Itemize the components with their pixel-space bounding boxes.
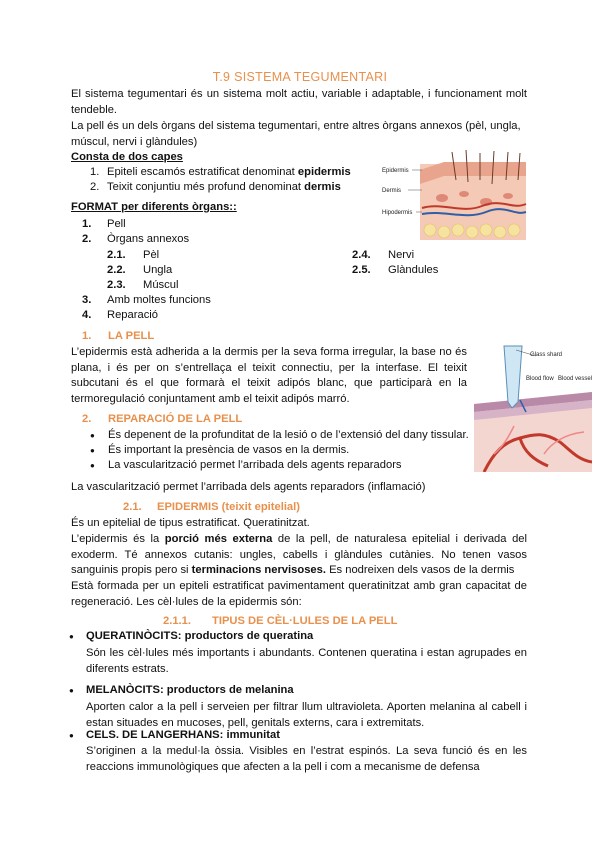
section-21-title: EPIDERMIS (teixit epitelial) [157, 501, 300, 513]
pell-paragraph: L’epidermis està adherida a la dermis per la seva forma irregular, la base no és plana, i és per on s’entrellaça el teixit connectiu, per la interfase. El teixit subcutani és el que formarà el teixit adipós blanc, que participarà en la termoregulació conjuntament amb el teixit adipós marró. [71, 346, 467, 405]
label-epidermis: Epidermis [382, 168, 409, 174]
vascular-paragraph: La vascularització permet l’arribada dels agents reparadors (inflamació) [71, 481, 426, 493]
epidermis-paragraph-2: L’epidermis és la porció més externa de la pell, de naturalesa epitelial i derivada del exoderm. Té annexos cutanis: ungles, cabells i glàndules cutànies. No tenen vasos sanguinis propis pero si terminacions nervisoses. Es nodreixen dels vasos de la dermis [71, 533, 527, 577]
cell-type-1-heading: ● QUERATINÒCITS: productors de queratina [86, 630, 313, 642]
capa-1-text: Epiteli escamós estratificat denominat [107, 166, 298, 178]
label-hipodermis: Hipodermis [382, 210, 413, 216]
capa-1-bold: epidermis [297, 166, 351, 178]
section-2-num: 2. [82, 413, 92, 425]
label-glass-shard: Glass shard [530, 352, 563, 358]
section-211-num: 2.1.1. [163, 615, 191, 627]
label-blood-flow: Blood flow [526, 376, 554, 382]
annex-2-num: 2.2. [107, 264, 126, 276]
label-dermis: Dermis [382, 188, 401, 194]
section-1-title: LA PELL [108, 330, 155, 342]
annex-2-label: Ungla [143, 264, 173, 276]
annex-4-label: Nervi [388, 249, 415, 261]
organ-1-label: Pell [107, 218, 126, 230]
capa-2-bold: dermis [304, 181, 341, 193]
annex-1-label: Pèl [143, 249, 160, 261]
skin-layers-figure [382, 150, 528, 242]
capa-1 [107, 166, 351, 178]
cell-type-1-text: Són les cèl·lules més importants i abundants. Contenen queratina i estan agrupades en diferents estrats. [86, 647, 527, 675]
organ-2-num: 2. [82, 233, 92, 245]
label-blood-vessel: Blood vessel [558, 376, 592, 382]
organ-4-num: 4. [82, 309, 92, 321]
format-heading: FORMAT per diferents òrgans:: [71, 201, 237, 213]
organ-1-num: 1. [82, 218, 92, 230]
page-title: T.9 SISTEMA TEGUMENTARI [212, 70, 388, 84]
section-1-num: 1. [82, 330, 92, 342]
organ-3-num: 3. [82, 294, 92, 306]
intro-paragraph-1: El sistema tegumentari és un sistema molt actiu, variable i adaptable, i funcionament molt tendeble. [71, 88, 527, 116]
organ-4-label: Reparació [107, 309, 158, 321]
capa-2 [107, 181, 341, 193]
reparacio-item-1: ● És depenent de la profunditat de la lesió o de l’extensió del dany tissular. [108, 429, 469, 441]
annex-5-num: 2.5. [352, 264, 371, 276]
annex-1-num: 2.1. [107, 249, 126, 261]
consta-heading: Consta de dos capes [71, 151, 183, 163]
annex-3-num: 2.3. [107, 279, 126, 291]
annex-3-label: Múscul [143, 279, 179, 291]
wound-figure [474, 342, 592, 472]
epidermis-paragraph-3: Està formada per un epiteli estratificat pavimentament queratinitzat amb gran capacitat de regeneració. Les cèl·lules de la epidermis són: [71, 580, 527, 608]
annex-4-num: 2.4. [352, 249, 371, 261]
annex-5-label: Glàndules [388, 264, 439, 276]
section-2-title: REPARACIÓ DE LA PELL [108, 413, 243, 425]
organ-3-label: Amb moltes funcions [107, 294, 211, 306]
section-21-num: 2.1. [123, 501, 142, 513]
reparacio-item-2: ● És important la presència de vasos en la dermis. [108, 444, 349, 456]
organ-2-label: Òrgans annexos [107, 233, 190, 245]
cell-type-2-heading: ● MELANÒCITS: productors de melanina [86, 684, 294, 696]
cell-type-2-text: Aporten calor a la pell i serveien per filtrar llum ultravioleta. Aporten melanina al cabell i estan situades en mucoses, pell, genitals externs, cara i extremitats. [86, 701, 527, 729]
section-211-title: TIPUS DE CÈL·LULES DE LA PELL [212, 615, 398, 627]
capa-2-text: Teixit conjuntiu més profund denominat [107, 181, 305, 193]
capa-1-num: 1. [90, 166, 100, 178]
cell-type-3-text: S’originen a la medul·la òssia. Visibles en l’estrat espinós. La seva funció és en les reaccions immunològiques que afecten a la pell i com a mecanisme de defensa [86, 745, 527, 773]
reparacio-item-3: ● La vascularització permet l’arribada dels agents reparadors [108, 459, 402, 471]
capa-2-num: 2. [90, 181, 100, 193]
cell-type-3-heading: ● CELS. DE LANGERHANS: immunitat [86, 729, 280, 741]
epidermis-line-1: És un epitelial de tipus estratificat. Queratinitzat. [71, 517, 310, 529]
intro-paragraph-2: La pell és un dels òrgans del sistema tegumentari, entre altres òrgans annexos (pèl, ungla, múscul, nervi i glàndules) [71, 120, 521, 148]
